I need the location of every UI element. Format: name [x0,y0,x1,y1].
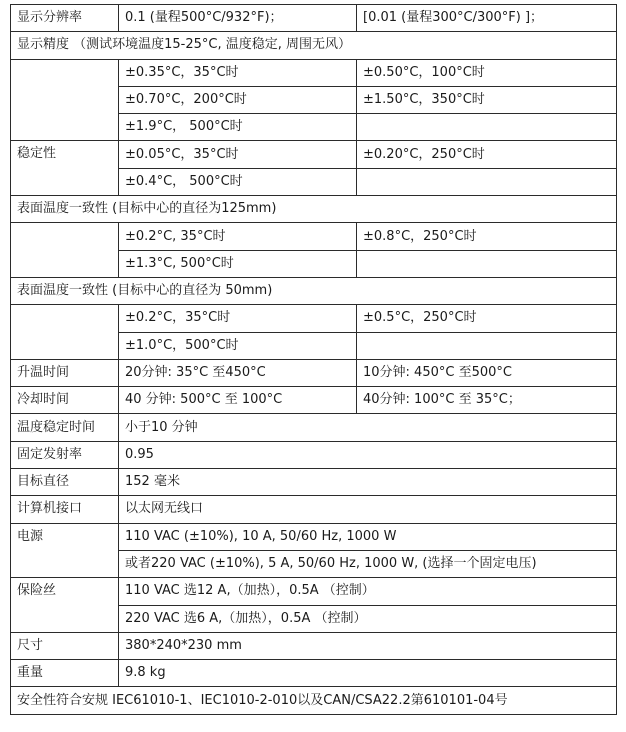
value-stability-2-1: ±0.4°C， 500°C时 [119,168,357,195]
value-interface: 以太网无线口 [119,496,617,523]
value-precision-1-2: ±0.50°C，100°C时 [357,59,617,86]
label-cooling: 冷却时间 [11,387,119,414]
row-power-1 [11,523,617,550]
value-heating-2: 10分钟: 450°C 至500°C [357,359,617,386]
value-diameter: 152 毫米 [119,469,617,496]
header-uniformity125: 表面温度一致性 (目标中心的直径为125mm) [11,196,617,223]
row-uniformity125-header [11,196,617,223]
value-emissivity: 0.95 [119,441,617,468]
label-settle: 温度稳定时间 [11,414,119,441]
value-uniformity50-1-2: ±0.5°C，250°C时 [357,305,617,332]
value-resolution-1: 0.1 (量程500°C/932°F)； [119,5,357,32]
row-diameter [11,469,617,496]
value-precision-1-1: ±0.35°C，35°C时 [119,59,357,86]
value-precision-2-1: ±0.70°C，200°C时 [119,86,357,113]
label-diameter: 目标直径 [11,469,119,496]
label-power: 电源 [11,523,119,578]
value-uniformity125-1-1: ±0.2°C, 35°C时 [119,223,357,250]
header-uniformity50: 表面温度一致性 (目标中心的直径为 50mm) [11,277,617,304]
row-stability-1 [11,141,617,168]
label-uniformity125-empty [11,223,119,278]
value-heating-1: 20分钟: 35°C 至450°C [119,359,357,386]
spec-table [10,4,617,715]
value-uniformity50-2-1: ±1.0°C，500°C时 [119,332,357,359]
row-weight [11,660,617,687]
value-stability-1-1: ±0.05°C，35°C时 [119,141,357,168]
value-uniformity125-1-2: ±0.8°C，250°C时 [357,223,617,250]
row-uniformity50-header [11,277,617,304]
row-resolution [11,5,617,32]
value-size: 380*240*230 mm [119,632,617,659]
value-uniformity50-1-1: ±0.2°C，35°C时 [119,305,357,332]
value-settle: 小于10 分钟 [119,414,617,441]
value-precision-3-2 [357,114,617,141]
label-uniformity50-empty [11,305,119,360]
row-fuse-1 [11,578,617,605]
label-fuse: 保险丝 [11,578,119,633]
row-precision-header [11,32,617,59]
value-precision-2-2: ±1.50°C，350°C时 [357,86,617,113]
label-precision-empty [11,59,119,141]
value-power-2: 或者220 VAC (±10%), 5 A, 50/60 Hz, 1000 W, (选择一个固定电压) [119,550,617,577]
row-precision-1 [11,59,617,86]
row-emissivity [11,441,617,468]
row-size [11,632,617,659]
row-heating [11,359,617,386]
value-cooling-2: 40分钟: 100°C 至 35°C； [357,387,617,414]
label-resolution: 显示分辨率 [11,5,119,32]
value-uniformity50-2-2 [357,332,617,359]
value-fuse-1: 110 VAC 选12 A,（加热），0.5A （控制） [119,578,617,605]
value-fuse-2: 220 VAC 选6 A,（加热），0.5A （控制） [119,605,617,632]
label-weight: 重量 [11,660,119,687]
row-uniformity50-1 [11,305,617,332]
value-weight: 9.8 kg [119,660,617,687]
value-uniformity125-2-1: ±1.3°C, 500°C时 [119,250,357,277]
value-stability-1-2: ±0.20°C，250°C时 [357,141,617,168]
row-safety [11,687,617,714]
row-settle [11,414,617,441]
value-uniformity125-2-2 [357,250,617,277]
value-precision-3-1: ±1.9°C， 500°C时 [119,114,357,141]
row-interface [11,496,617,523]
value-stability-2-2 [357,168,617,195]
row-uniformity125-1 [11,223,617,250]
label-emissivity: 固定发射率 [11,441,119,468]
row-cooling [11,387,617,414]
label-stability: 稳定性 [11,141,119,196]
label-heating: 升温时间 [11,359,119,386]
label-interface: 计算机接口 [11,496,119,523]
value-safety: 安全性符合安规 IEC61010-1、IEC1010-2-010以及CAN/CSA22.2第610101-04号 [11,687,617,714]
header-precision: 显示精度 （测试环境温度15-25°C, 温度稳定, 周围无风） [11,32,617,59]
value-resolution-2: [0.01 (量程300°C/300°F) ]； [357,5,617,32]
label-size: 尺寸 [11,632,119,659]
value-cooling-1: 40 分钟: 500°C 至 100°C [119,387,357,414]
value-power-1: 110 VAC (±10%), 10 A, 50/60 Hz, 1000 W [119,523,617,550]
